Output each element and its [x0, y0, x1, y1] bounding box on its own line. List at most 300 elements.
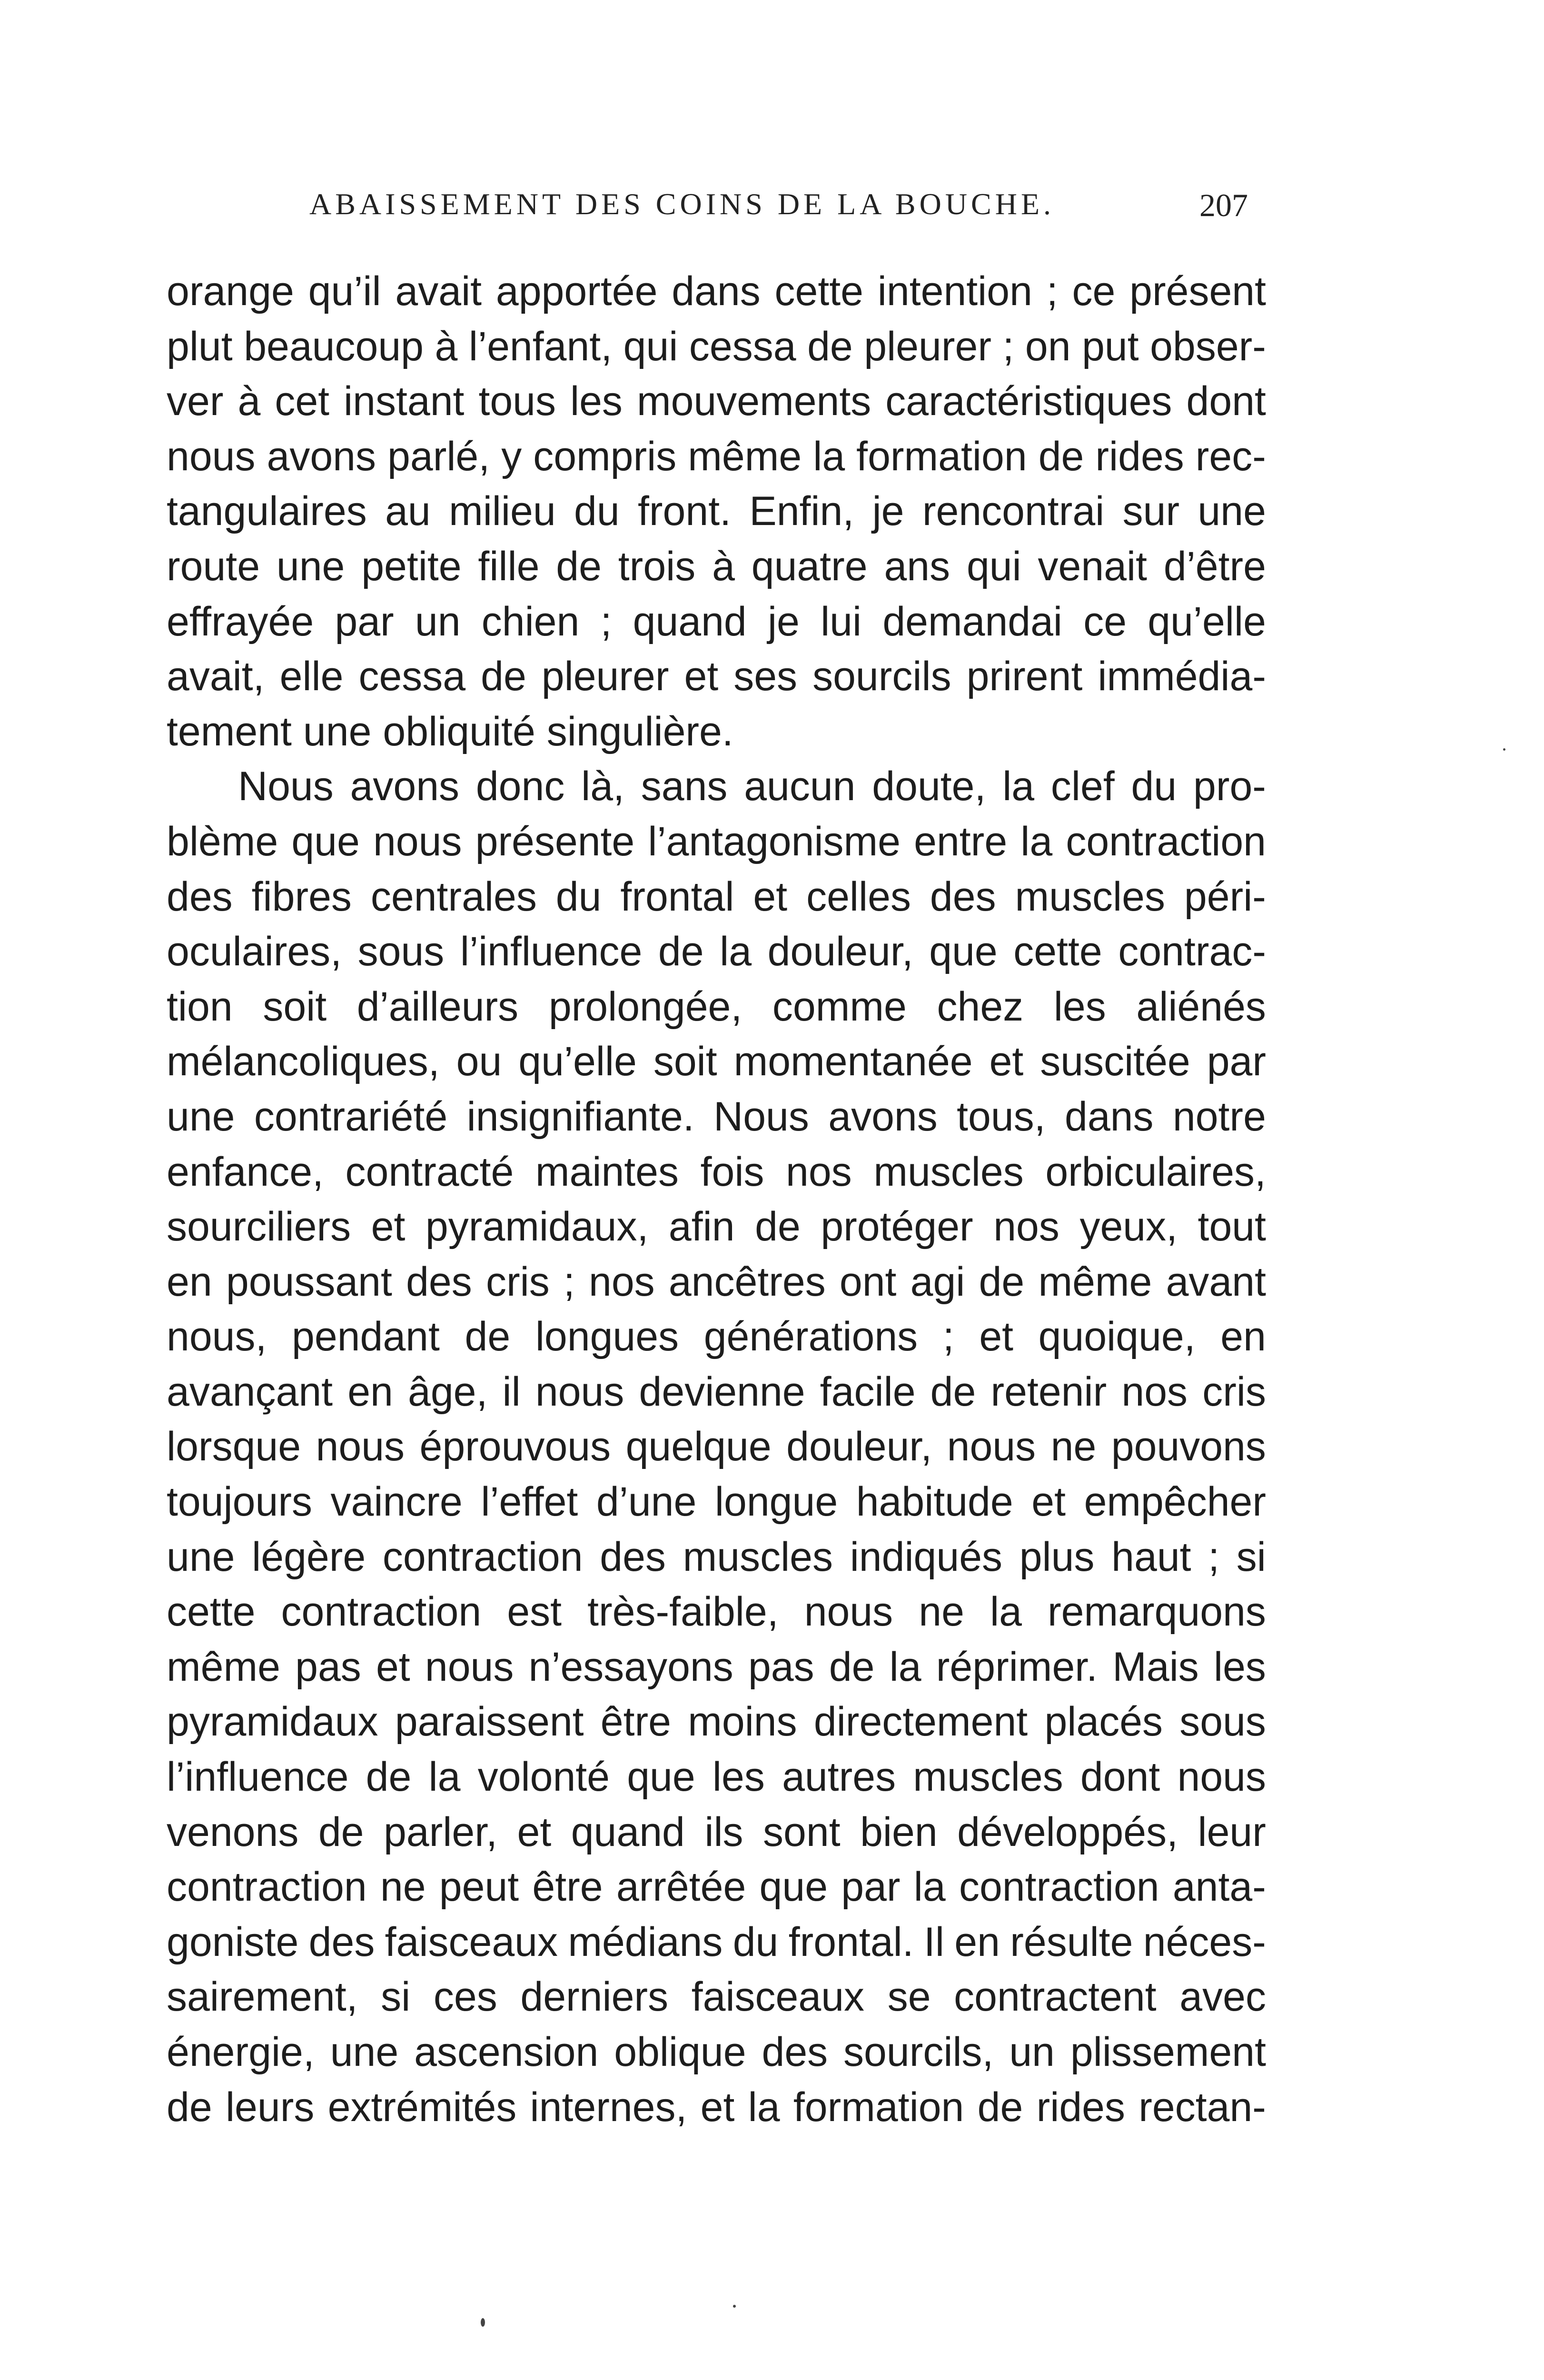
word: cris [485, 1259, 550, 1305]
text-line [167, 649, 1266, 704]
text-line [167, 374, 1266, 429]
word: qu’elle [518, 1039, 637, 1085]
word: médians [568, 1919, 723, 1965]
word: nos [786, 1149, 852, 1195]
word: pleurer [541, 654, 669, 700]
word: goniste [167, 1919, 299, 1965]
word: une [167, 1534, 235, 1580]
text-line [167, 1915, 1266, 1970]
text-line [167, 1585, 1266, 1640]
word: en [1220, 1314, 1266, 1360]
word: tement [167, 708, 292, 754]
word: cette [167, 1589, 256, 1635]
word: être [532, 1864, 603, 1910]
word: nous [804, 1589, 893, 1635]
word: pyramidaux, [425, 1204, 649, 1250]
word: dans [672, 268, 761, 314]
word: muscles [683, 1534, 833, 1580]
word: rec- [1195, 433, 1266, 479]
word: ils [704, 1809, 743, 1855]
word: de [465, 1314, 511, 1360]
word: put [1082, 323, 1139, 369]
word: pendant [292, 1314, 440, 1360]
word: facile [820, 1368, 916, 1415]
word: des [762, 2029, 828, 2075]
word: en [954, 1919, 1000, 1965]
word: ancêtres [668, 1259, 826, 1305]
word: je [872, 488, 904, 535]
word: faisceaux [385, 1919, 558, 1965]
word: oculaires, [167, 929, 342, 975]
word: suscitée [1040, 1039, 1190, 1085]
word: ; [600, 598, 612, 645]
text-line [167, 704, 1266, 760]
word: contraction [167, 1864, 367, 1910]
word: prolongée, [548, 983, 742, 1030]
word: de [930, 1368, 976, 1415]
word: la [748, 2084, 780, 2130]
word: de [977, 2084, 1023, 2130]
word: ne [919, 1589, 964, 1635]
word: cessa [689, 323, 796, 369]
word: quand [633, 598, 747, 645]
word: directement [813, 1699, 1028, 1745]
word: soit [653, 1039, 717, 1085]
text-line [167, 595, 1266, 650]
word: Nous [238, 764, 334, 810]
word: ; [942, 1314, 954, 1360]
word: celles [806, 873, 911, 920]
word: sourcils [812, 654, 951, 700]
word: l’influence [460, 929, 643, 975]
word: un [415, 598, 461, 645]
word: bien [860, 1809, 938, 1855]
word: ; [1046, 268, 1058, 314]
word: générations [703, 1314, 918, 1360]
word: maintes [535, 1149, 679, 1195]
text-line [167, 264, 1266, 319]
word: rencontrai [922, 488, 1105, 535]
word: la [1002, 764, 1035, 810]
word: haut [1111, 1534, 1191, 1580]
word: de [481, 654, 526, 700]
word: que [759, 1864, 828, 1910]
word: demandai [882, 598, 1063, 645]
word: avons [267, 433, 376, 479]
word: singulière. [546, 708, 733, 754]
word: placés [1044, 1699, 1163, 1745]
word: cette [1013, 929, 1102, 975]
ink-speck [733, 2305, 736, 2308]
word: et [753, 873, 788, 920]
word: orange [167, 268, 294, 314]
word: on [1025, 323, 1071, 369]
word: dont [1080, 1754, 1160, 1800]
word: à [712, 543, 735, 589]
word: cessa [358, 654, 466, 700]
word: nous [373, 818, 462, 864]
word: âge, [408, 1368, 488, 1415]
word: des [406, 1259, 472, 1305]
word: les [712, 1754, 765, 1800]
word: pas [748, 1644, 814, 1690]
word: à [435, 323, 458, 369]
word: sairement, [167, 1974, 358, 2020]
word: soit [263, 983, 327, 1030]
word: la [1020, 818, 1053, 864]
word: instant [344, 378, 465, 425]
text-line [167, 1145, 1266, 1200]
word: qu’elle [1148, 598, 1266, 645]
word: une [276, 543, 345, 589]
word: cette [774, 268, 863, 314]
word: et [989, 1039, 1024, 1085]
word: contrac- [1118, 929, 1266, 975]
word: par [335, 598, 394, 645]
word: leurs [225, 2084, 315, 2130]
word: être [600, 1699, 671, 1745]
text-line [167, 1640, 1266, 1695]
word: remarquons [1048, 1589, 1266, 1635]
word: immédia- [1098, 654, 1266, 700]
word: de [366, 1754, 412, 1800]
word: quoique, [1038, 1314, 1196, 1360]
word: et [979, 1314, 1014, 1360]
word: vaincre [330, 1479, 463, 1525]
word: contraction [1066, 818, 1266, 864]
word: blème [167, 818, 278, 864]
word: l’effet [481, 1479, 578, 1525]
word: quand [571, 1809, 685, 1855]
word: yeux, [1079, 1204, 1178, 1250]
word: compris [533, 433, 677, 479]
text-line [167, 1090, 1266, 1145]
text-line [167, 319, 1266, 375]
word: Nous [713, 1093, 809, 1140]
word: devienne [639, 1368, 805, 1415]
word: sourcils, [843, 2029, 994, 2075]
word: plissement [1070, 2029, 1266, 2075]
word: douleur, [786, 1424, 932, 1470]
word: nos [588, 1259, 655, 1305]
ink-speck [1503, 748, 1505, 751]
word: de [167, 2084, 212, 2130]
word: obser- [1150, 323, 1266, 369]
word: la [913, 1864, 946, 1910]
word: qui [623, 323, 678, 369]
text-line [167, 980, 1266, 1035]
word: rectan- [1138, 2084, 1266, 2130]
word: énergie, [167, 2029, 315, 2075]
word: oblique [614, 2029, 746, 2075]
word: présent [1129, 268, 1266, 314]
word: si [1236, 1534, 1266, 1580]
word: si [381, 1974, 411, 2020]
text-line [167, 2080, 1266, 2135]
word: formation [856, 433, 1027, 479]
word: orbiculaires, [1045, 1149, 1266, 1195]
word: chien [481, 598, 580, 645]
word: la [720, 929, 752, 975]
text-line [167, 870, 1266, 925]
word: péri- [1184, 873, 1266, 920]
word: de [556, 543, 602, 589]
word: douleur, [767, 929, 913, 975]
word: toujours [167, 1479, 312, 1525]
word: pleurer [864, 323, 991, 369]
word: en [347, 1368, 393, 1415]
word: nous [947, 1424, 1036, 1470]
word: faisceaux [691, 1974, 865, 2020]
text-line [167, 1034, 1266, 1090]
word: parlé, [387, 433, 490, 479]
word: la [889, 1644, 921, 1690]
word: venait [1038, 543, 1148, 589]
word: peut [439, 1864, 519, 1910]
word: caractéristiques [885, 378, 1172, 425]
word: ne [1050, 1424, 1097, 1470]
word: contraction [959, 1864, 1159, 1910]
word: enfance, [167, 1149, 324, 1195]
word: même [688, 433, 802, 479]
word: tous [478, 378, 556, 425]
word: mouvements [636, 378, 871, 425]
word: les [570, 378, 623, 425]
text-line [167, 429, 1266, 485]
word: apportée [495, 268, 658, 314]
word: venons [167, 1809, 299, 1855]
word: sourciliers [167, 1204, 351, 1250]
body-text [167, 264, 1266, 2135]
word: sous [357, 929, 445, 975]
word: ce [1083, 598, 1127, 645]
word: nos [1121, 1368, 1188, 1415]
word: prirent [966, 654, 1083, 700]
word: cet [275, 378, 330, 425]
word: des [600, 1534, 666, 1580]
word: contraction [281, 1589, 482, 1635]
word: de [807, 323, 853, 369]
word: mélancoliques, [167, 1039, 440, 1085]
word: qui [966, 543, 1021, 589]
word: Mais [1112, 1644, 1199, 1690]
text-line [167, 1255, 1266, 1310]
word: paraissent [395, 1699, 584, 1745]
word: l’influence [167, 1754, 349, 1800]
word: longues [535, 1314, 679, 1360]
word: ce [1072, 268, 1116, 314]
word: de [979, 1259, 1025, 1305]
word: retenir [990, 1368, 1107, 1415]
word: avant [1166, 1259, 1266, 1305]
word: arrêtée [616, 1864, 746, 1910]
word: aucun [744, 764, 856, 810]
word: de [755, 1204, 801, 1250]
word: milieu [449, 488, 556, 535]
word: pouvons [1111, 1424, 1266, 1470]
word: notre [1172, 1093, 1266, 1140]
word: frontal [620, 873, 734, 920]
word: de [318, 1809, 364, 1855]
word: que [929, 929, 998, 975]
text-line [167, 1530, 1266, 1585]
word: des [308, 1919, 375, 1965]
word: momentanée [733, 1039, 973, 1085]
word: contractent [954, 1974, 1157, 2020]
word: volonté [477, 1754, 610, 1800]
word: et [517, 1809, 552, 1855]
text-line [167, 924, 1266, 980]
text-line [167, 1200, 1266, 1255]
word: là, [581, 764, 624, 810]
word: ascension [414, 2029, 599, 2075]
word: d’une [596, 1479, 697, 1525]
word: nous [425, 1644, 514, 1690]
word: ans [884, 543, 950, 589]
text-line [167, 1970, 1266, 2025]
word: ne [380, 1864, 426, 1910]
word: pyramidaux [167, 1699, 378, 1745]
word: muscles [1015, 873, 1165, 920]
word: effrayée [167, 598, 314, 645]
word: sans [641, 764, 728, 810]
text-line [167, 1750, 1266, 1805]
text-line [167, 1805, 1266, 1860]
word: d’être [1163, 543, 1266, 589]
word: avec [1179, 1974, 1266, 2020]
word: front. [638, 488, 731, 535]
word: très-faible, [587, 1589, 779, 1635]
word: contraction [382, 1534, 583, 1580]
word: et [1031, 1479, 1066, 1525]
text-line [167, 1309, 1266, 1365]
word: du [555, 873, 602, 920]
word: habitude [856, 1479, 1013, 1525]
word: clef [1050, 764, 1115, 810]
word: contracté [345, 1149, 514, 1195]
word: une [303, 708, 372, 754]
word: qu’il [308, 268, 381, 314]
ink-speck [481, 2318, 485, 2327]
word: formation [793, 2084, 964, 2130]
word: même [167, 1644, 280, 1690]
word: agi [910, 1259, 965, 1305]
word: Il [923, 1919, 944, 1965]
word: éprouvous [419, 1424, 611, 1470]
word: ; [1208, 1534, 1220, 1580]
text-line [167, 2025, 1266, 2080]
word: muscles [873, 1149, 1024, 1195]
text-line [167, 539, 1266, 595]
word: résulte [1010, 1919, 1133, 1965]
word: au [385, 488, 431, 535]
word: des [167, 873, 233, 920]
word: avons [828, 1093, 938, 1140]
word: réprimer. [936, 1644, 1098, 1690]
word: du [574, 488, 620, 535]
word: développés, [957, 1809, 1178, 1855]
word: une [167, 1093, 235, 1140]
word: nous [535, 1368, 624, 1415]
word: cris [1202, 1368, 1266, 1415]
word: et [376, 1644, 410, 1690]
word: plut [167, 323, 233, 369]
word: moins [688, 1699, 797, 1745]
word: la [428, 1754, 461, 1800]
word: chez [937, 983, 1024, 1030]
word: l’enfant, [468, 323, 613, 369]
word: protéger [821, 1204, 973, 1250]
word: elle [279, 654, 344, 700]
text-line [167, 1860, 1266, 1915]
word: nous, [167, 1314, 267, 1360]
word: aliénés [1136, 983, 1266, 1030]
word: rides [1036, 2084, 1125, 2130]
word: la [990, 1589, 1022, 1635]
word: les [1213, 1644, 1266, 1690]
word: un [1009, 2029, 1055, 2075]
word: dans [1064, 1093, 1154, 1140]
text-line [167, 759, 1266, 814]
word: et [684, 654, 719, 700]
word: empêcher [1084, 1479, 1266, 1525]
word: fille [478, 543, 540, 589]
word: ; [1002, 323, 1014, 369]
word: route [167, 543, 260, 589]
word: que [291, 818, 360, 864]
word: extrémités [327, 2084, 517, 2130]
word: centrales [370, 873, 537, 920]
word: nous [1177, 1754, 1266, 1800]
word: nous [167, 433, 256, 479]
word: frontal. [788, 1919, 914, 1965]
word: une [330, 2029, 399, 2075]
word: fois [700, 1149, 764, 1195]
word: pro- [1193, 764, 1266, 810]
word: sur [1122, 488, 1180, 535]
word: ou [456, 1039, 502, 1085]
word: poussant [226, 1259, 392, 1305]
word: donc [475, 764, 565, 810]
word: du [732, 1919, 779, 1965]
word: y [501, 433, 522, 479]
word: ont [839, 1259, 897, 1305]
word: est [507, 1589, 562, 1635]
word: obliquité [383, 708, 535, 754]
text-line [167, 1475, 1266, 1530]
word: contrariété [254, 1093, 448, 1140]
word: Enfin, [749, 488, 854, 535]
word: comme [772, 983, 907, 1030]
word: n’essayons [528, 1644, 733, 1690]
text-line [167, 484, 1266, 539]
word: sont [763, 1809, 841, 1855]
word: doute, [872, 764, 986, 810]
word: lorsque [167, 1424, 301, 1470]
word: je [767, 598, 800, 645]
word: par [1207, 1039, 1266, 1085]
word: quatre [751, 543, 868, 589]
word: légère [252, 1534, 366, 1580]
word: il [502, 1368, 521, 1415]
word: ver [167, 378, 224, 425]
word: petite [361, 543, 462, 589]
word: entre [914, 818, 1008, 864]
word: en [167, 1259, 212, 1305]
word: néces- [1143, 1919, 1266, 1965]
word: dont [1186, 378, 1266, 425]
word: avons [350, 764, 460, 810]
